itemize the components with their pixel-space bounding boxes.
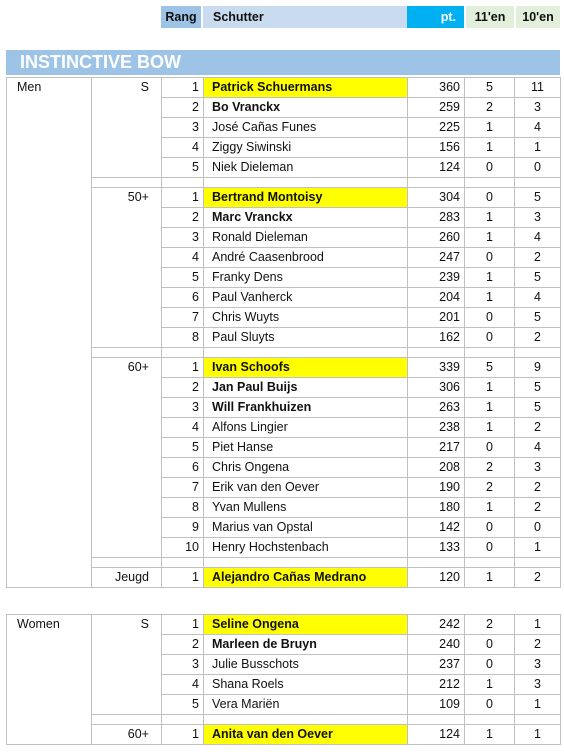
tens-cell: 3	[515, 208, 561, 228]
rank-cell: 2	[162, 378, 204, 398]
elevens-cell: 1	[465, 268, 515, 288]
archer-name: Patrick Schuermans	[204, 78, 408, 98]
tens-cell: 9	[515, 358, 561, 378]
rank-cell: 4	[162, 248, 204, 268]
elevens-cell: 1	[465, 228, 515, 248]
archer-name: Marius van Opstal	[204, 518, 408, 538]
elevens-cell: 0	[465, 328, 515, 348]
tens-cell: 2	[515, 498, 561, 518]
rank-cell: 2	[162, 208, 204, 228]
archer-name: Marc Vranckx	[204, 208, 408, 228]
rank-cell: 1	[162, 78, 204, 98]
spacer-cell	[92, 558, 162, 568]
points-cell: 260	[408, 228, 465, 248]
archer-name: Anita van den Oever	[204, 725, 408, 745]
elevens-cell: 0	[465, 655, 515, 675]
tens-cell: 4	[515, 228, 561, 248]
archer-name: Vera Mariën	[204, 695, 408, 715]
category-label: S	[92, 615, 162, 715]
tens-cell: 2	[515, 328, 561, 348]
tens-cell: 2	[515, 568, 561, 588]
women-results-table	[6, 614, 560, 745]
archer-name: Chris Wuyts	[204, 308, 408, 328]
archer-name: André Caasenbrood	[204, 248, 408, 268]
points-cell: 201	[408, 308, 465, 328]
points-cell: 237	[408, 655, 465, 675]
points-cell: 120	[408, 568, 465, 588]
elevens-cell: 1	[465, 568, 515, 588]
archer-name: Jan Paul Buijs	[204, 378, 408, 398]
archer-name: Ronald Dieleman	[204, 228, 408, 248]
points-cell: 242	[408, 615, 465, 635]
category-label: Jeugd	[92, 568, 162, 588]
spacer-cell	[204, 558, 408, 568]
spacer-cell	[465, 715, 515, 725]
archer-name: Paul Sluyts	[204, 328, 408, 348]
tens-cell: 3	[515, 675, 561, 695]
archer-name: Franky Dens	[204, 268, 408, 288]
rank-cell: 2	[162, 635, 204, 655]
points-cell: 240	[408, 635, 465, 655]
archer-name: Shana Roels	[204, 675, 408, 695]
elevens-cell: 0	[465, 518, 515, 538]
elevens-cell: 1	[465, 138, 515, 158]
points-cell: 124	[408, 158, 465, 178]
column-header	[0, 6, 564, 28]
rank-cell: 3	[162, 398, 204, 418]
gender-label: Men	[7, 78, 92, 588]
spacer-cell	[204, 715, 408, 725]
points-cell: 162	[408, 328, 465, 348]
elevens-cell: 1	[465, 288, 515, 308]
points-cell: 180	[408, 498, 465, 518]
rank-cell: 5	[162, 268, 204, 288]
spacer-cell	[408, 558, 465, 568]
archer-name: Alejandro Cañas Medrano	[204, 568, 408, 588]
elevens-cell: 0	[465, 188, 515, 208]
rank-cell: 10	[162, 538, 204, 558]
gender-label: Women	[7, 615, 92, 745]
points-cell: 247	[408, 248, 465, 268]
archer-name: Marleen de Bruyn	[204, 635, 408, 655]
category-label: S	[92, 78, 162, 178]
archer-name: Bertrand Montoisy	[204, 188, 408, 208]
tens-cell: 4	[515, 438, 561, 458]
points-cell: 239	[408, 268, 465, 288]
tens-cell: 3	[515, 98, 561, 118]
tens-cell: 3	[515, 655, 561, 675]
spacer-cell	[465, 348, 515, 358]
elevens-cell: 1	[465, 725, 515, 745]
points-cell: 156	[408, 138, 465, 158]
tens-cell: 1	[515, 725, 561, 745]
points-cell: 259	[408, 98, 465, 118]
archer-name: Seline Ongena	[204, 615, 408, 635]
points-cell: 217	[408, 438, 465, 458]
elevens-cell: 1	[465, 378, 515, 398]
tens-cell: 0	[515, 158, 561, 178]
spacer-cell	[162, 715, 204, 725]
elevens-cell: 1	[465, 675, 515, 695]
tens-cell: 2	[515, 248, 561, 268]
spacer-cell	[204, 178, 408, 188]
archer-name: Henry Hochstenbach	[204, 538, 408, 558]
spacer-cell	[515, 558, 561, 568]
category-label: 60+	[92, 725, 162, 745]
rank-cell: 5	[162, 438, 204, 458]
tens-cell: 3	[515, 458, 561, 478]
elevens-cell: 1	[465, 208, 515, 228]
elevens-cell: 0	[465, 438, 515, 458]
archer-name: Niek Dieleman	[204, 158, 408, 178]
tens-cell: 1	[515, 695, 561, 715]
rank-cell: 6	[162, 288, 204, 308]
archer-name: Will Frankhuizen	[204, 398, 408, 418]
header-elevens: 11'en	[466, 6, 514, 28]
archer-name: Ziggy Siwinski	[204, 138, 408, 158]
rank-cell: 2	[162, 98, 204, 118]
rank-cell: 1	[162, 725, 204, 745]
points-cell: 124	[408, 725, 465, 745]
tens-cell: 11	[515, 78, 561, 98]
points-cell: 204	[408, 288, 465, 308]
spacer-cell	[515, 178, 561, 188]
tens-cell: 5	[515, 378, 561, 398]
section-title: INSTINCTIVE BOW	[6, 50, 560, 75]
spacer-cell	[515, 715, 561, 725]
archer-name: Erik van den Oever	[204, 478, 408, 498]
points-cell: 208	[408, 458, 465, 478]
archer-name: Paul Vanherck	[204, 288, 408, 308]
tens-cell: 5	[515, 188, 561, 208]
points-cell: 142	[408, 518, 465, 538]
table-row	[7, 615, 561, 635]
points-cell: 304	[408, 188, 465, 208]
rank-cell: 1	[162, 358, 204, 378]
spacer-cell	[408, 715, 465, 725]
elevens-cell: 1	[465, 118, 515, 138]
tens-cell: 5	[515, 268, 561, 288]
header-rang: Rang	[161, 6, 201, 28]
spacer-cell	[92, 178, 162, 188]
rank-cell: 5	[162, 695, 204, 715]
rank-cell: 3	[162, 228, 204, 248]
header-tens: 10'en	[516, 6, 560, 28]
points-cell: 190	[408, 478, 465, 498]
spacer-cell	[465, 178, 515, 188]
elevens-cell: 1	[465, 418, 515, 438]
spacer-cell	[162, 178, 204, 188]
rank-cell: 1	[162, 615, 204, 635]
points-cell: 283	[408, 208, 465, 228]
rank-cell: 8	[162, 498, 204, 518]
rank-cell: 1	[162, 188, 204, 208]
spacer-cell	[162, 348, 204, 358]
points-cell: 133	[408, 538, 465, 558]
points-cell: 238	[408, 418, 465, 438]
tens-cell: 4	[515, 118, 561, 138]
rank-cell: 4	[162, 138, 204, 158]
rank-cell: 7	[162, 308, 204, 328]
spacer-cell	[92, 715, 162, 725]
spacer-cell	[408, 178, 465, 188]
points-cell: 360	[408, 78, 465, 98]
archer-name: Chris Ongena	[204, 458, 408, 478]
spacer-cell	[465, 558, 515, 568]
category-label: 60+	[92, 358, 162, 558]
elevens-cell: 0	[465, 248, 515, 268]
spacer-cell	[204, 348, 408, 358]
archer-name: Piet Hanse	[204, 438, 408, 458]
tens-cell: 2	[515, 635, 561, 655]
tens-cell: 5	[515, 398, 561, 418]
elevens-cell: 0	[465, 158, 515, 178]
tens-cell: 2	[515, 418, 561, 438]
rank-cell: 7	[162, 478, 204, 498]
archer-name: Alfons Lingier	[204, 418, 408, 438]
elevens-cell: 2	[465, 615, 515, 635]
header-points: pt.	[407, 6, 464, 28]
men-results-table	[6, 77, 560, 588]
tens-cell: 0	[515, 518, 561, 538]
points-cell: 306	[408, 378, 465, 398]
points-cell: 109	[408, 695, 465, 715]
rank-cell: 4	[162, 675, 204, 695]
archer-name: Bo Vranckx	[204, 98, 408, 118]
rank-cell: 5	[162, 158, 204, 178]
spacer-cell	[162, 558, 204, 568]
elevens-cell: 0	[465, 695, 515, 715]
elevens-cell: 1	[465, 398, 515, 418]
elevens-cell: 2	[465, 458, 515, 478]
archer-name: Ivan Schoofs	[204, 358, 408, 378]
spacer-cell	[92, 348, 162, 358]
tens-cell: 1	[515, 138, 561, 158]
elevens-cell: 1	[465, 498, 515, 518]
elevens-cell: 5	[465, 358, 515, 378]
rank-cell: 4	[162, 418, 204, 438]
rank-cell: 9	[162, 518, 204, 538]
rank-cell: 1	[162, 568, 204, 588]
tens-cell: 2	[515, 478, 561, 498]
archer-name: Yvan Mullens	[204, 498, 408, 518]
category-label: 50+	[92, 188, 162, 348]
tens-cell: 1	[515, 538, 561, 558]
tens-cell: 4	[515, 288, 561, 308]
tens-cell: 1	[515, 615, 561, 635]
header-schutter: Schutter	[203, 6, 407, 28]
spacer-cell	[515, 348, 561, 358]
points-cell: 263	[408, 398, 465, 418]
elevens-cell: 2	[465, 478, 515, 498]
points-cell: 225	[408, 118, 465, 138]
archer-name: José Cañas Funes	[204, 118, 408, 138]
elevens-cell: 0	[465, 635, 515, 655]
elevens-cell: 0	[465, 308, 515, 328]
rank-cell: 3	[162, 655, 204, 675]
rank-cell: 3	[162, 118, 204, 138]
elevens-cell: 5	[465, 78, 515, 98]
spacer-cell	[408, 348, 465, 358]
rank-cell: 6	[162, 458, 204, 478]
tens-cell: 5	[515, 308, 561, 328]
points-cell: 339	[408, 358, 465, 378]
rank-cell: 8	[162, 328, 204, 348]
elevens-cell: 0	[465, 538, 515, 558]
points-cell: 212	[408, 675, 465, 695]
elevens-cell: 2	[465, 98, 515, 118]
table-row	[7, 78, 561, 98]
archer-name: Julie Busschots	[204, 655, 408, 675]
